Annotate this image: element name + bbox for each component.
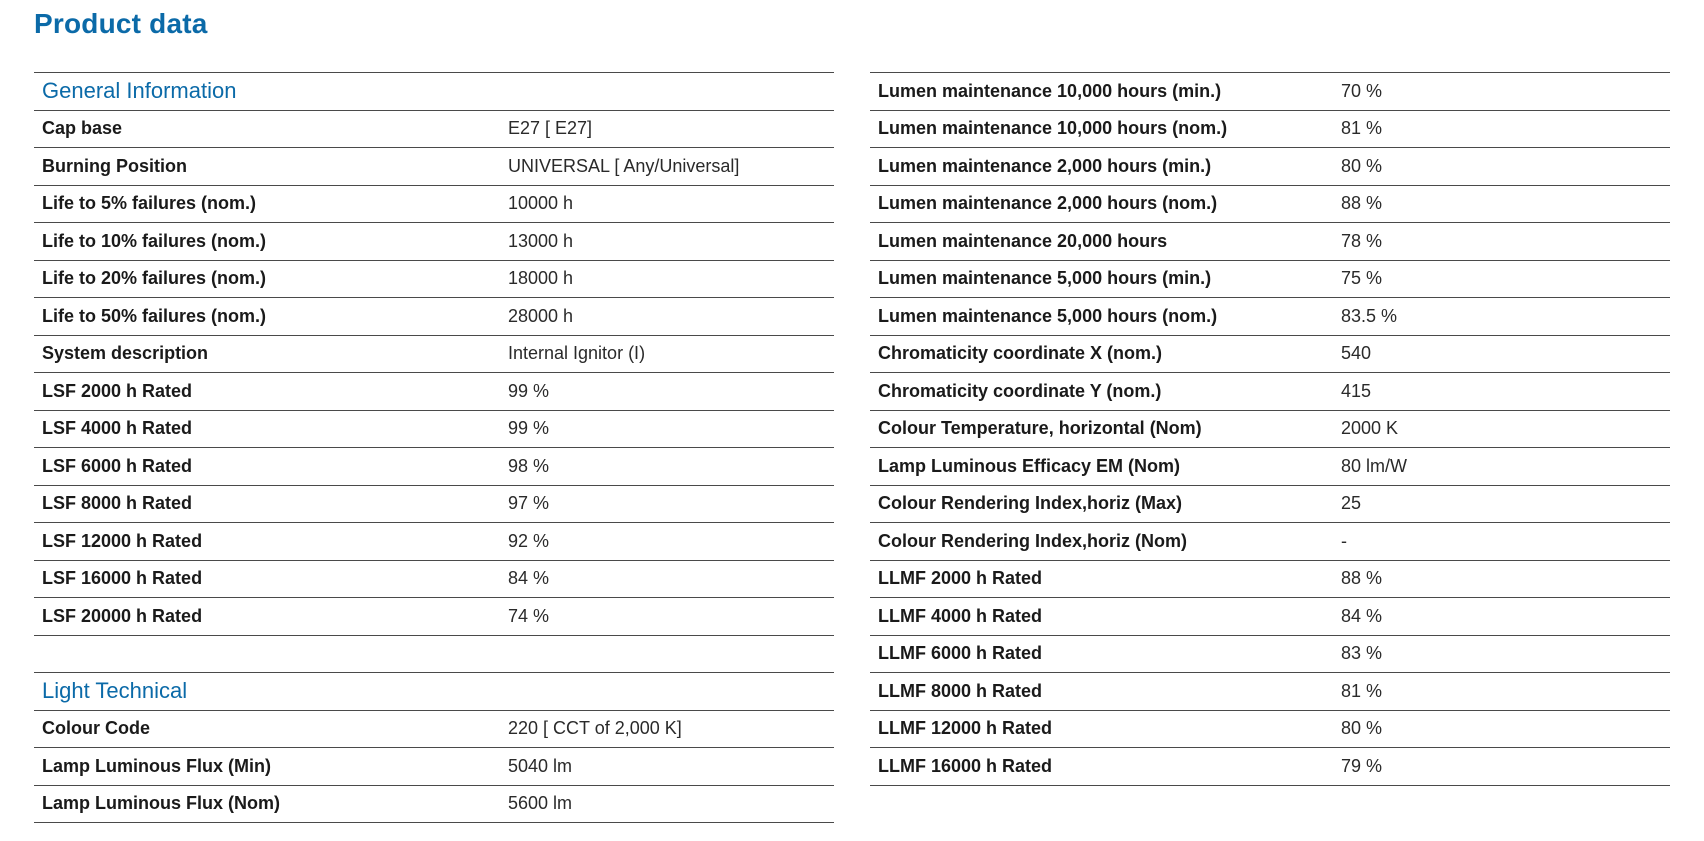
- table-row: [34, 786, 834, 824]
- row-value: 540: [1341, 343, 1372, 364]
- row-value: 97 %: [508, 493, 550, 514]
- table-row: [870, 298, 1670, 336]
- light-technical-table: [34, 711, 834, 824]
- row-label: Lumen maintenance 2,000 hours (nom.): [878, 193, 1218, 214]
- row-value: 88 %: [1341, 193, 1383, 214]
- row-value: 78 %: [1341, 230, 1383, 251]
- row-value: 99 %: [508, 418, 550, 439]
- row-label: LSF 6000 h Rated: [42, 455, 193, 476]
- row-label: LLMF 12000 h Rated: [878, 718, 1053, 739]
- table-row: [34, 411, 834, 449]
- table-row: [34, 523, 834, 561]
- row-label: LLMF 2000 h Rated: [878, 568, 1043, 589]
- row-value: 84 %: [508, 568, 550, 589]
- row-value: 83.5 %: [1341, 305, 1398, 326]
- row-value: 70 %: [1341, 80, 1383, 101]
- section-heading-light: Light Technical: [34, 673, 834, 711]
- table-row: [34, 298, 834, 336]
- row-value: 88 %: [1341, 568, 1383, 589]
- table-row: [34, 186, 834, 224]
- table-row: [34, 261, 834, 299]
- row-value: 74 %: [508, 605, 550, 626]
- row-value: 81 %: [1341, 680, 1383, 701]
- table-row: [870, 373, 1670, 411]
- general-info-table: [34, 111, 834, 636]
- row-label: System description: [42, 343, 209, 364]
- page-title: Product data: [34, 8, 208, 39]
- table-row: [34, 448, 834, 486]
- table-row: [34, 486, 834, 524]
- row-label: Colour Temperature, horizontal (Nom): [878, 418, 1202, 439]
- section-heading-general: General Information: [34, 73, 834, 111]
- row-label: Lamp Luminous Flux (Min): [42, 755, 271, 776]
- row-value: 18000 h: [508, 268, 574, 289]
- table-row: [34, 336, 834, 374]
- row-label: LSF 16000 h Rated: [42, 568, 203, 589]
- row-label: Lumen maintenance 10,000 hours (nom.): [878, 118, 1228, 139]
- table-row: [870, 486, 1670, 524]
- right-column: [870, 72, 1670, 786]
- row-value: 13000 h: [508, 230, 574, 251]
- row-label: Life to 50% failures (nom.): [42, 305, 267, 326]
- row-label: Life to 20% failures (nom.): [42, 268, 267, 289]
- row-label: Colour Rendering Index,horiz (Nom): [878, 530, 1187, 551]
- table-row: [870, 148, 1670, 186]
- row-label: Life to 10% failures (nom.): [42, 230, 267, 251]
- left-column: [34, 72, 834, 823]
- row-value: -: [1341, 530, 1347, 551]
- row-label: LSF 4000 h Rated: [42, 418, 193, 439]
- row-value: Internal Ignitor (I): [508, 343, 646, 364]
- row-label: Colour Code: [42, 718, 150, 739]
- table-row: [34, 711, 834, 749]
- row-label: Burning Position: [42, 155, 187, 176]
- section-spacer: [34, 636, 834, 674]
- row-value: 83 %: [1341, 643, 1383, 664]
- row-value: 25: [1341, 493, 1362, 514]
- row-label: Life to 5% failures (nom.): [42, 193, 257, 214]
- row-value: 5040 lm: [508, 755, 573, 776]
- row-value: 220 [ CCT of 2,000 K]: [508, 718, 682, 739]
- row-value: 79 %: [1341, 755, 1383, 776]
- row-label: Lamp Luminous Flux (Nom): [42, 793, 280, 814]
- row-label: LLMF 6000 h Rated: [878, 643, 1043, 664]
- row-label: Lumen maintenance 5,000 hours (min.): [878, 268, 1212, 289]
- table-row: [34, 561, 834, 599]
- row-value: 98 %: [508, 455, 550, 476]
- row-label: Chromaticity coordinate Y (nom.): [878, 380, 1162, 401]
- lumen-maintenance-table: [870, 73, 1670, 786]
- table-row: [34, 148, 834, 186]
- row-value: 2000 K: [1341, 418, 1399, 439]
- row-label: Chromaticity coordinate X (nom.): [878, 343, 1163, 364]
- row-value: 99 %: [508, 380, 550, 401]
- row-label: Lumen maintenance 5,000 hours (nom.): [878, 305, 1218, 326]
- row-value: UNIVERSAL [ Any/Universal]: [508, 155, 740, 176]
- row-label: LSF 20000 h Rated: [42, 605, 203, 626]
- table-row: [34, 748, 834, 786]
- table-row: [870, 186, 1670, 224]
- row-label: LSF 2000 h Rated: [42, 380, 193, 401]
- table-row: [34, 111, 834, 149]
- table-row: [870, 523, 1670, 561]
- row-value: 28000 h: [508, 305, 574, 326]
- row-value: 10000 h: [508, 193, 574, 214]
- row-label: LLMF 4000 h Rated: [878, 605, 1043, 626]
- row-value: 80 %: [1341, 718, 1383, 739]
- table-row: [870, 561, 1670, 599]
- row-label: LSF 12000 h Rated: [42, 530, 203, 551]
- row-label: Lumen maintenance 10,000 hours (min.): [878, 80, 1222, 101]
- table-row: [870, 598, 1670, 636]
- row-label: Cap base: [42, 118, 123, 139]
- row-label: LLMF 8000 h Rated: [878, 680, 1043, 701]
- row-label: Lamp Luminous Efficacy EM (Nom): [878, 455, 1181, 476]
- row-value: 5600 lm: [508, 793, 573, 814]
- table-row: [870, 223, 1670, 261]
- row-label: LSF 8000 h Rated: [42, 493, 193, 514]
- row-label: Lumen maintenance 20,000 hours: [878, 230, 1168, 251]
- table-row: [870, 336, 1670, 374]
- row-value: 80 lm/W: [1341, 455, 1408, 476]
- row-value: E27 [ E27]: [508, 118, 593, 139]
- row-label: Lumen maintenance 2,000 hours (min.): [878, 155, 1212, 176]
- table-row: [870, 111, 1670, 149]
- table-row: [34, 598, 834, 636]
- row-value: 92 %: [508, 530, 550, 551]
- row-value: 81 %: [1341, 118, 1383, 139]
- table-row: [870, 411, 1670, 449]
- row-label: Colour Rendering Index,horiz (Max): [878, 493, 1183, 514]
- table-row: [870, 748, 1670, 786]
- table-row: [870, 448, 1670, 486]
- table-row: [34, 373, 834, 411]
- row-value: 75 %: [1341, 268, 1383, 289]
- table-row: [34, 223, 834, 261]
- row-label: LLMF 16000 h Rated: [878, 755, 1053, 776]
- row-value: 415: [1341, 380, 1372, 401]
- table-row: [870, 73, 1670, 111]
- table-row: [870, 673, 1670, 711]
- table-row: [870, 711, 1670, 749]
- row-value: 84 %: [1341, 605, 1383, 626]
- table-row: [870, 636, 1670, 674]
- row-value: 80 %: [1341, 155, 1383, 176]
- table-row: [870, 261, 1670, 299]
